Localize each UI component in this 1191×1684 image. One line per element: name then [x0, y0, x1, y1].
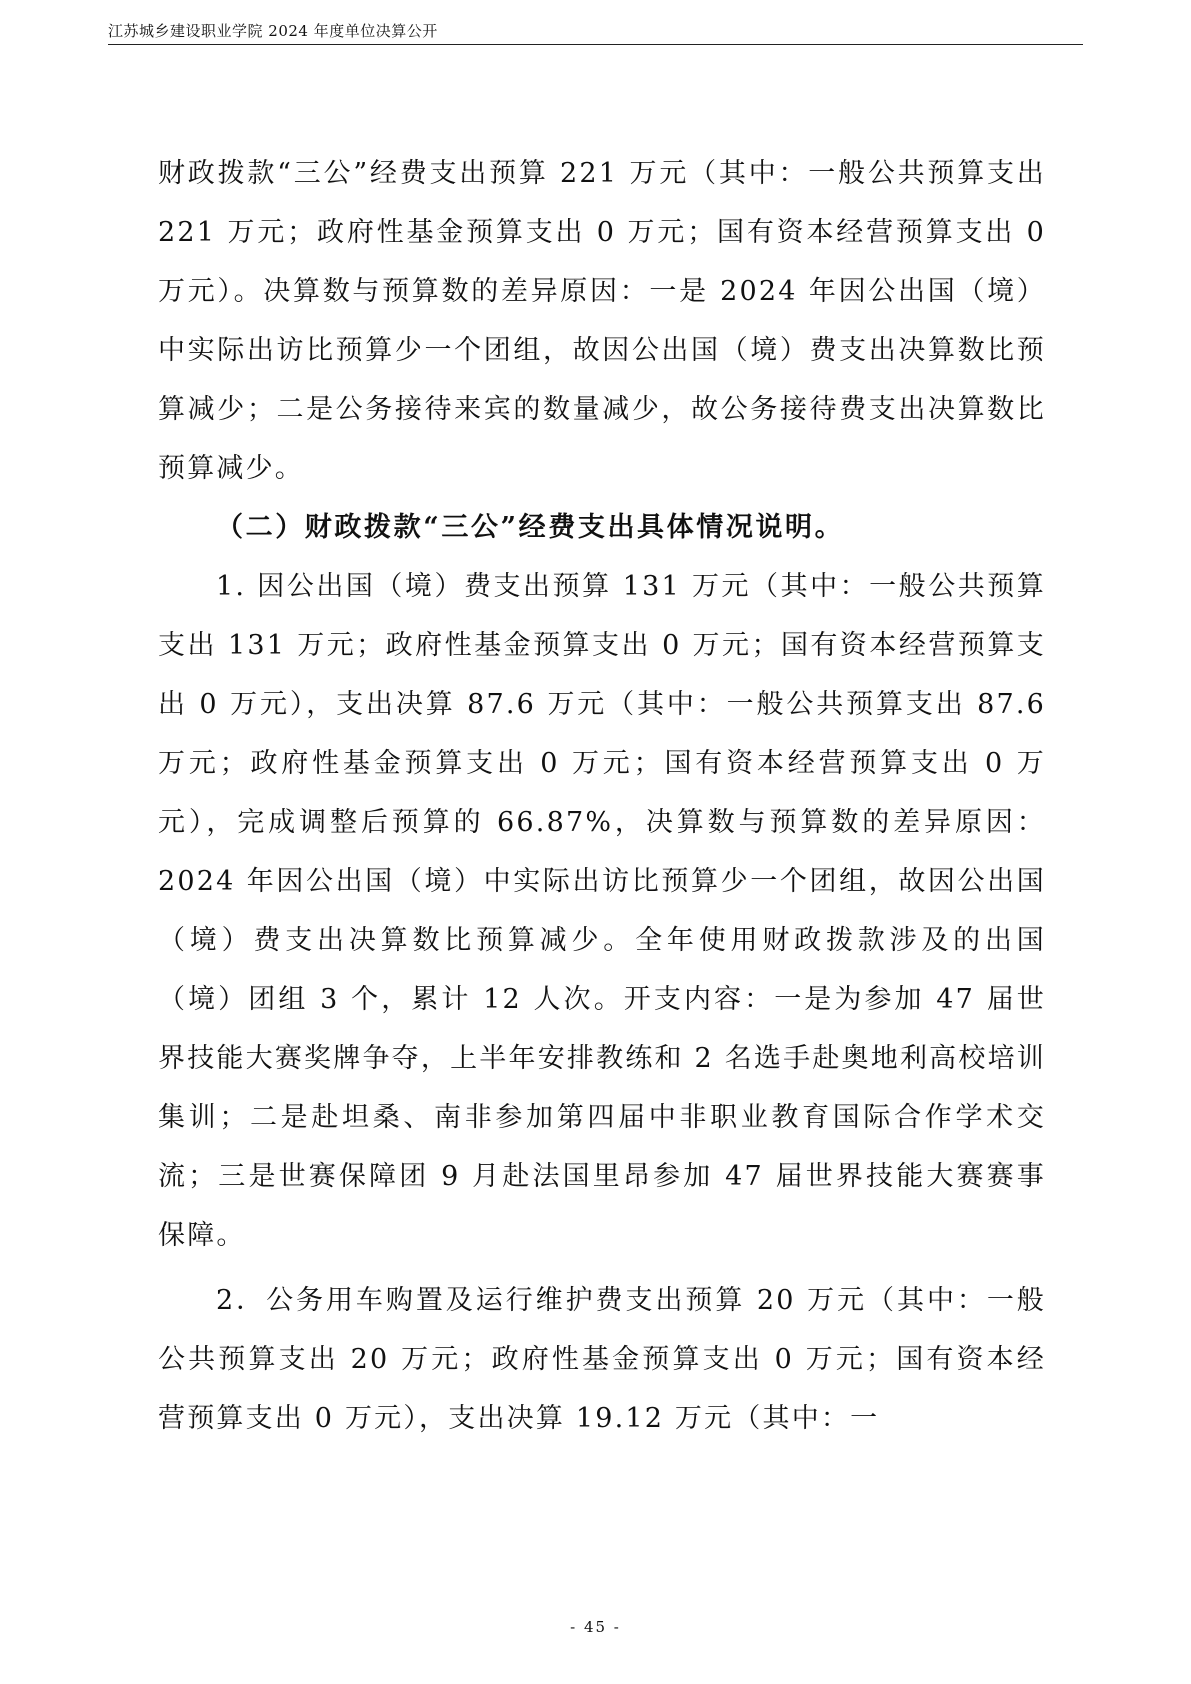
paragraph-official-vehicles: 2．公务用车购置及运行维护费支出预算 20 万元（其中：一般公共预算支出 20 万元；政府性基金预算支出 0 万元；国有资本经营预算支出 0 万元），支出决算 19.12 万元（其中：一 [158, 1285, 1046, 1434]
paragraph-overseas-travel: 1. 因公出国（境）费支出预算 131 万元（其中：一般公共预算支出 131 万元；政府性基金预算支出 0 万元；国有资本经营预算支出 0 万元），支出决算 87.6 万元（其中：一般公共预算支出 87.6 万元；政府性基金预算支出 0 万元；国有资本经营预算支出 0 万元），完成调整后预算的 66.87%，决算数与预算数的差异原因：2024 年因公出国（境）中实际出访比预算少一个团组，故因公出国（境）费支出决算数比预算减少。全年使用财政拨款涉及的出国（境）团组 3 个，累计 12 人次。开支内容：一是为参加 47 届世界技能大赛奖牌争夺，上半年安排教练和 2 名选手赴奥地利高校培训集训；二是赴坦桑、南非参加第四届中非职业教育国际合作学术交流；三是世赛保障团 9 月赴法国里昂参加 47 届世界技能大赛赛事保障。 [158, 571, 1046, 1251]
section-heading: （二）财政拨款“三公”经费支出具体情况说明。 [216, 512, 845, 543]
page-number: - 45 - [570, 1618, 621, 1636]
page-header [108, 16, 1083, 45]
document-body [158, 144, 1046, 1448]
paragraph-budget-summary: 财政拨款“三公”经费支出预算 221 万元（其中：一般公共预算支出 221 万元；政府性基金预算支出 0 万元；国有资本经营预算支出 0 万元）。决算数与预算数的差异原因：一是 2024 年因公出国（境）中实际出访比预算少一个团组，故因公出国（境）费支出决算数比预算减少；二是公务接待来宾的数量减少，故公务接待费支出决算数比预算减少。 [158, 158, 1046, 484]
header-title: 江苏城乡建设职业学院 2024 年度单位决算公开 [108, 22, 438, 40]
